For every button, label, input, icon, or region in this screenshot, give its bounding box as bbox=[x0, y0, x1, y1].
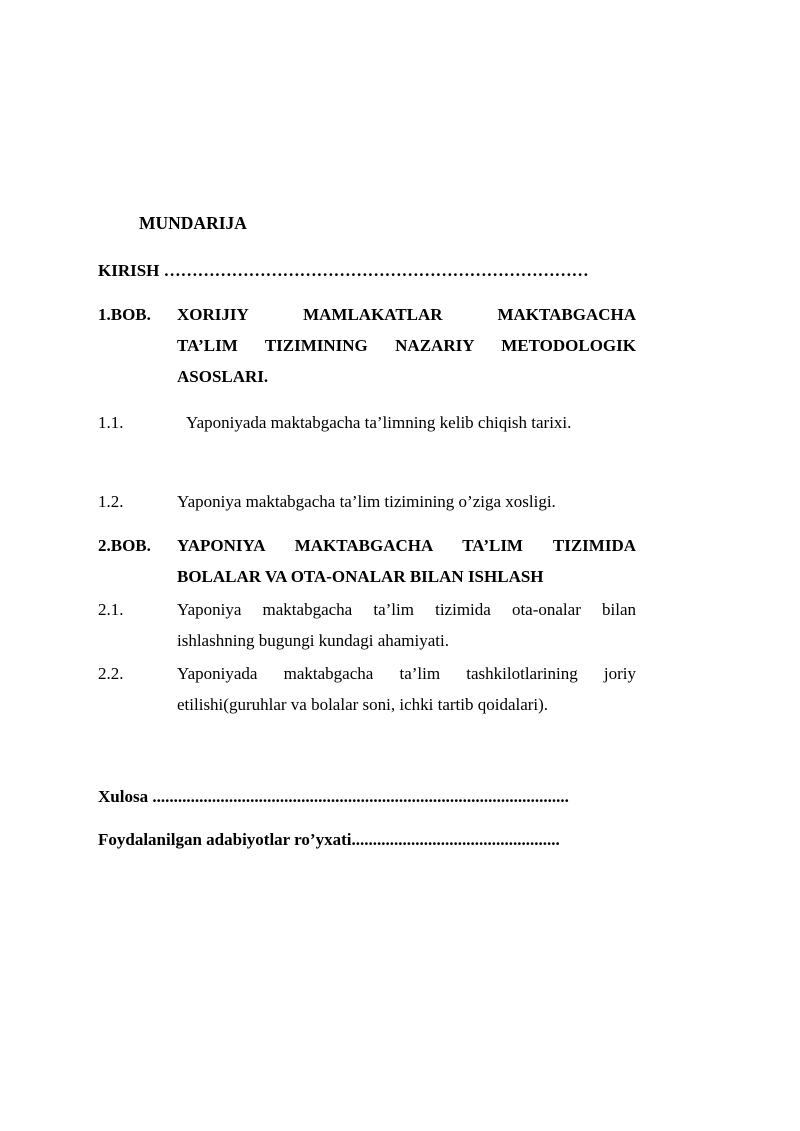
section-2-2-title bbox=[177, 664, 636, 724]
section-2-2-title-line: etilishi(guruhlar va bolalar soni, ichki tartib qoidalari). bbox=[177, 695, 549, 714]
chapter-1-title-line: TA’LIM TIZIMINING NAZARIY METODOLOGIK bbox=[177, 336, 636, 355]
toc-entry-kirish: KIRISH ………………………………………………………………… bbox=[98, 261, 589, 280]
section-2-1-title-line: Yaponiya maktabgacha ta’lim tizimida ota-onalar bilan bbox=[177, 600, 636, 619]
section-2-1-number: 2.1. bbox=[98, 600, 124, 619]
section-2-1-title bbox=[177, 600, 636, 660]
chapter-2-title bbox=[177, 536, 636, 596]
chapter-1-title-line: ASOSLARI. bbox=[177, 367, 269, 386]
toc-entry-xulosa: Xulosa .................................................................................................. bbox=[98, 787, 569, 806]
section-2-1-title-line: ishlashning bugungi kundagi ahamiyati. bbox=[177, 631, 449, 650]
chapter-1-number: 1.BOB. bbox=[98, 305, 151, 324]
section-2-2-title-line: Yaponiyada maktabgacha ta’lim tashkilotlarining joriy bbox=[177, 664, 636, 683]
section-1-1-number: 1.1. bbox=[98, 413, 124, 432]
chapter-2-title-line: BOLALAR VA OTA-ONALAR BILAN ISHLASH bbox=[177, 567, 544, 586]
chapter-2-number: 2.BOB. bbox=[98, 536, 151, 555]
section-1-2-title: Yaponiya maktabgacha ta’lim tizimining o’ziga xosligi. bbox=[177, 492, 556, 511]
chapter-2-title-line: YAPONIYA MAKTABGACHA TA’LIM TIZIMIDA bbox=[177, 536, 636, 555]
section-2-2-number: 2.2. bbox=[98, 664, 124, 683]
chapter-1-title bbox=[177, 305, 636, 395]
section-1-1-title: Yaponiyada maktabgacha ta’limning kelib chiqish tarixi. bbox=[186, 413, 572, 432]
toc-title: MUNDARIJA bbox=[139, 213, 247, 233]
toc-entry-references: Foydalanilgan adabiyotlar ro’yxati................................................. bbox=[98, 830, 560, 849]
section-1-2-number: 1.2. bbox=[98, 492, 124, 511]
chapter-1-title-line: XORIJIY MAMLAKATLAR MAKTABGACHA bbox=[177, 305, 636, 324]
